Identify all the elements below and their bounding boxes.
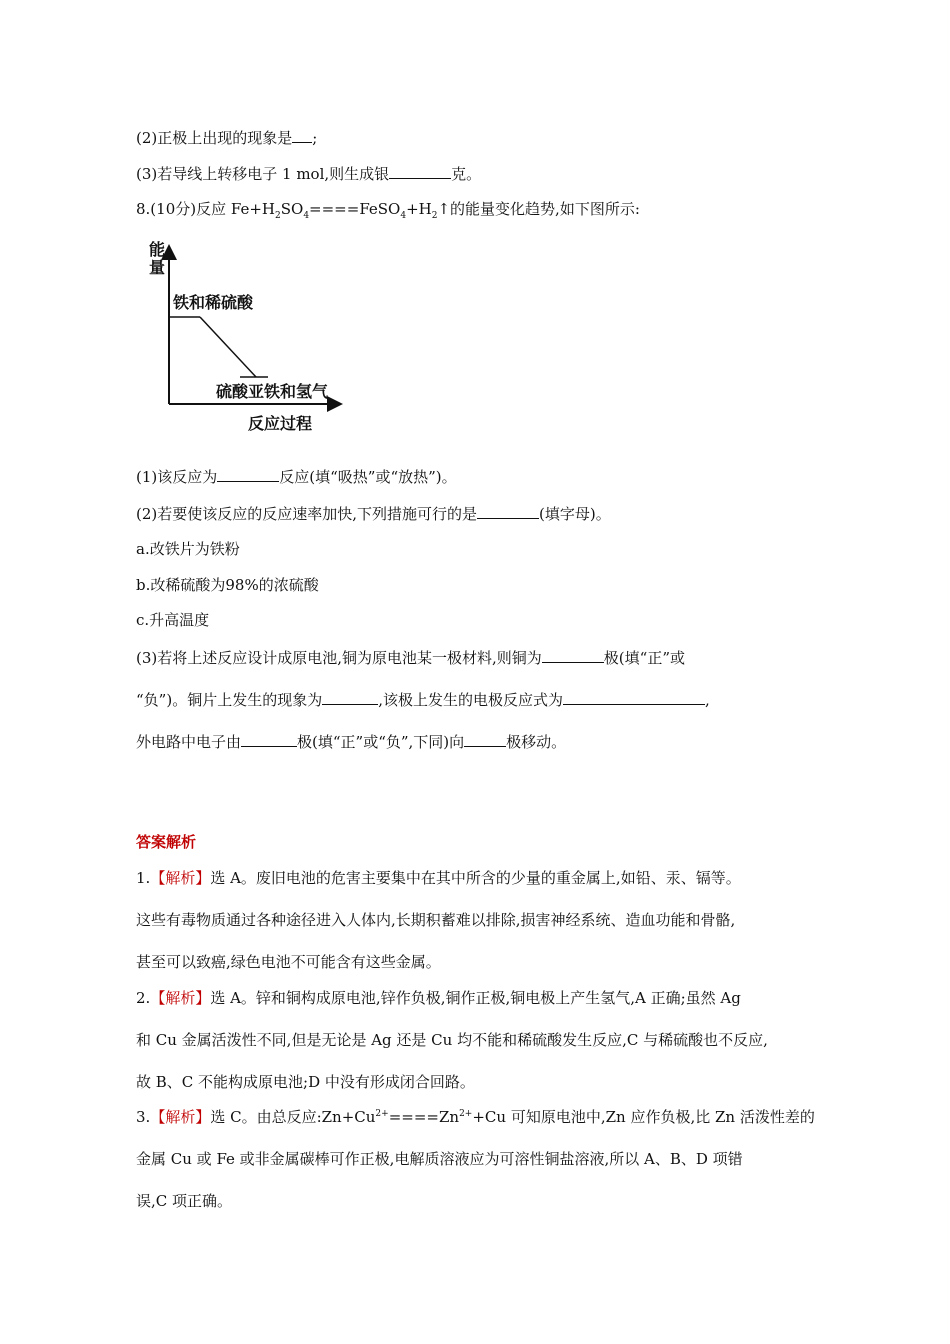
answer-2-line1: 2.【解析】选 A。锌和铜构成原电池,锌作负极,铜作正极,铜电极上产生氢气,A 正确;虽然 Ag — [136, 989, 741, 1007]
q7-part2: (2)正极上出现的现象是 ; — [136, 129, 318, 147]
answers-heading: 答案解析 — [136, 833, 197, 851]
q7-part3: (3)若导线上转移电子 1 mol,则生成银 克。 — [136, 165, 482, 183]
answer-3-line1: 3.【解析】选 C。由总反应$:Zn+Cu^{2+}====Zn^{2+}+Cu$ 可知原电池中,Zn 应作负极,比 Zn 活泼性差的 — [136, 1108, 815, 1126]
answer-3-line3: 误,C 项正确。 — [136, 1192, 233, 1210]
q8-option-a: a.改铁片为铁粉 — [136, 540, 240, 558]
answer-blank[interactable] — [563, 689, 705, 705]
answer-blank[interactable] — [477, 503, 539, 519]
answer-blank[interactable] — [464, 731, 506, 747]
answer-2-line2: 和 Cu 金属活泼性不同,但是无论是 Ag 还是 Cu 均不能和稀硫酸发生反应,C 与稀硫酸也不反应, — [136, 1031, 768, 1049]
answer-blank[interactable] — [322, 689, 378, 705]
x-axis-label: 反应过程 — [248, 414, 313, 433]
q8-sub3-line3: 外电路中电子由 极(填“正”或“负”,下同)向 极移动。 — [136, 733, 567, 751]
answer-1-line3: 甚至可以致癌,绿色电池不可能含有这些金属。 — [136, 953, 441, 971]
y-label-1: 能 — [149, 240, 166, 259]
analysis-tag: 【解析】 — [150, 989, 211, 1007]
answer-1-line2: 这些有毒物质通过各种途径进入人体内,长期积蓄难以排除,损害神经系统、造血功能和骨骼, — [136, 911, 736, 929]
answer-blank[interactable] — [217, 466, 279, 482]
q8-sub3-line2: “负”)。铜片上发生的现象为 ,该极上发生的电极反应式为 , — [136, 691, 710, 709]
answer-1-line1: 1.【解析】选 A。废旧电池的危害主要集中在其中所含的少量的重金属上,如铅、汞、镉等。 — [136, 869, 741, 887]
y-label-2: 量 — [149, 258, 166, 277]
low-level-label: 硫酸亚铁和氢气 — [216, 382, 329, 401]
answer-blank[interactable] — [241, 731, 297, 747]
answer-2-line3: 故 B、C 不能构成原电池;D 中没有形成闭合回路。 — [136, 1073, 475, 1091]
q8-sub3-line1: (3)若将上述反应设计成原电池,铜为原电池某一极材料,则铜为 极(填“正”或 — [136, 649, 685, 667]
high-level-label: 铁和稀硫酸 — [173, 293, 254, 312]
q8-sub2: (2)若要使该反应的反应速率加快,下列措施可行的是 (填字母)。 — [136, 505, 611, 523]
answer-blank[interactable] — [292, 127, 312, 143]
q8-option-b: b.改稀硫酸为98%的浓硫酸 — [136, 576, 319, 594]
energy-diagram — [140, 240, 360, 440]
analysis-tag: 【解析】 — [150, 1108, 211, 1126]
answer-3-line2: 金属 Cu 或 Fe 或非金属碳棒可作正极,电解质溶液应为可溶性铜盐溶液,所以 A、B、D 项错 — [136, 1150, 743, 1168]
energy-drop-line — [200, 317, 256, 377]
analysis-tag: 【解析】 — [150, 869, 211, 887]
q8-option-c: c.升高温度 — [136, 611, 210, 629]
answer-blank[interactable] — [542, 647, 604, 663]
q8-intro: 8.(10分)反应 $Fe+H_2SO_4====FeSO_4+H_2↑$的能量变化趋势,如下图所示: — [136, 200, 640, 221]
q8-sub1: (1)该反应为 反应(填“吸热”或“放热”)。 — [136, 468, 457, 486]
answer-blank[interactable] — [389, 163, 451, 179]
